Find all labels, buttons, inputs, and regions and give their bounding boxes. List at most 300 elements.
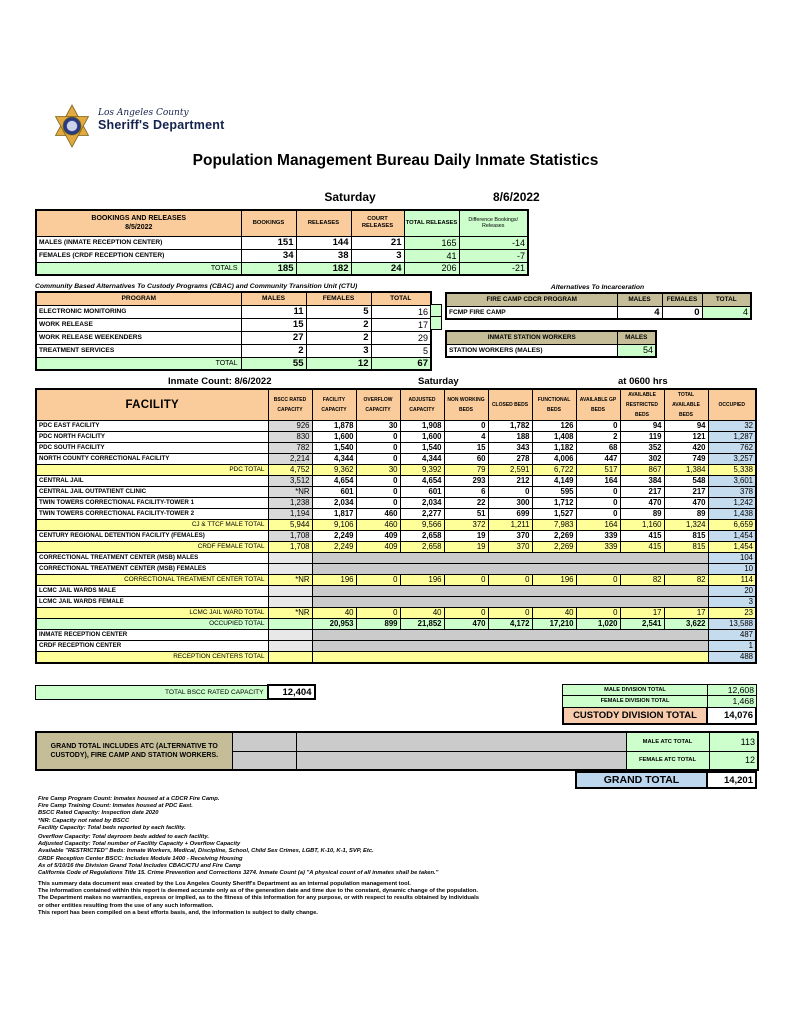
facility-cell: 2,269: [532, 531, 576, 542]
facility-cell: 89: [620, 509, 664, 520]
occupied-cell: 1,454: [708, 542, 756, 553]
facility-label: LCMC JAIL WARDS MALE: [36, 586, 268, 597]
facility-row-cj-ttcf-male-total: [36, 520, 756, 531]
program-label: WORK RELEASE: [36, 318, 241, 331]
facility-cell: 89: [664, 509, 708, 520]
facility-cell: 370: [488, 531, 532, 542]
facility-cell: 1,408: [532, 432, 576, 443]
cbac-header-cell: PROGRAM: [36, 292, 241, 305]
females-cell: 5: [306, 305, 371, 318]
facility-row-pdc-south-facility: [36, 443, 756, 454]
disclaimer: [38, 881, 479, 917]
custody-division-total-label: CUSTODY DIVISION TOTAL: [562, 708, 708, 725]
facility-cell: 19: [444, 542, 488, 553]
station-workers-label: STATION WORKERS (MALES): [446, 344, 617, 357]
bookings-totals-row: [36, 262, 528, 275]
females-cell: 2: [306, 318, 371, 331]
facility-cell: 343: [488, 443, 532, 454]
occupied-cell: 3,601: [708, 476, 756, 487]
facility-cell: 830: [268, 432, 312, 443]
sheriff-logo: [52, 104, 224, 148]
cbac-title: Community Based Alternatives To Custody Programs (CBAC) and Community Transition Unit (CTU): [35, 283, 358, 290]
sheriff-star-icon: [52, 104, 92, 148]
facility-cell: 82: [664, 575, 708, 586]
facility-cell: 121: [664, 432, 708, 443]
grand-total-row: [575, 771, 757, 789]
facility-row-lcmc-jail-ward-total: [36, 608, 756, 619]
fire-camp-header-row: [446, 293, 751, 306]
facility-cell: 1,817: [312, 509, 356, 520]
facility-cell: 2,214: [268, 454, 312, 465]
cbac-header-cell: FEMALES: [306, 292, 371, 305]
males-cell: 2: [241, 344, 306, 357]
agency-county: Los Angeles County: [98, 108, 189, 118]
bookings-cell: 151: [241, 236, 296, 249]
agency-department: Sheriff's Department: [98, 118, 225, 132]
occupied-cell: 20: [708, 586, 756, 597]
facility-header-cell: AVAILABLE RESTRICTED BEDS: [620, 389, 664, 421]
facility-cell: 40: [532, 608, 576, 619]
facility-label: TWIN TOWERS CORRECTIONAL FACILITY-TOWER 2: [36, 509, 268, 520]
facility-cell: 9,392: [400, 465, 444, 476]
male-atc-total-value: 113: [709, 732, 758, 751]
facility-label: OCCUPIED TOTAL: [36, 619, 268, 630]
atc-gray-cell: [296, 732, 626, 751]
males-total: 55: [241, 357, 306, 370]
facility-cell: 2: [576, 432, 620, 443]
occupied-cell: 1,438: [708, 509, 756, 520]
facility-cell: 164: [576, 520, 620, 531]
facility-cell: 94: [664, 421, 708, 432]
facility-cell: 2,034: [400, 498, 444, 509]
total-total: 67: [371, 357, 431, 370]
station-workers-header-row: [446, 331, 656, 344]
court-releases-cell: 21: [351, 236, 404, 249]
facility-cell: 1,160: [620, 520, 664, 531]
facility-cell: 1,600: [400, 432, 444, 443]
facility-cell: 82: [620, 575, 664, 586]
inmate-count-label: Inmate Count: 8/6/2022: [168, 376, 272, 387]
facility-cell: 2,034: [312, 498, 356, 509]
facility-cell: 30: [356, 465, 400, 476]
text-line: California Code of Regulations Title 15. Crime Prevention and Corrections 3274. Inmate Count (a) "A physical count of all inmates shall be taken.": [38, 870, 439, 877]
facility-label: PDC SOUTH FACILITY: [36, 443, 268, 454]
facility-cell: 595: [532, 487, 576, 498]
facility-row-twin-towers-correctional-facility-tower-2: [36, 509, 756, 520]
facility-cell: 447: [576, 454, 620, 465]
program-label: TREATMENT SERVICES: [36, 344, 241, 357]
facility-cell: *NR: [268, 608, 312, 619]
facility-cell: 6,722: [532, 465, 576, 476]
footnotes-group1: [38, 796, 219, 832]
facility-day-label: Saturday: [418, 376, 459, 387]
text-line: CRDF Reception Center BSCC: Includes Module 1400 - Receiving Housing: [38, 855, 243, 862]
facility-cell: 0: [444, 575, 488, 586]
text-line: The information contained within this report is deemed accurate only as of the generation date and time due to the constant, dynamic change of the population.: [38, 888, 478, 895]
text-line: or other entities resulting from the use of any such information.: [38, 902, 214, 909]
facility-cell: 7,983: [532, 520, 576, 531]
facility-cell: 415: [620, 542, 664, 553]
bookings-header-row: [36, 210, 528, 236]
female-atc-total-label: FEMALE ATC TOTAL: [626, 751, 709, 770]
bscc-capacity-value: 12,404: [268, 685, 315, 699]
station-workers-row: [446, 344, 656, 357]
facility-cell: 1,908: [400, 421, 444, 432]
facility-label: CORRECTIONAL TREATMENT CENTER (MSB) MALES: [36, 553, 268, 564]
facility-cell: 4,149: [532, 476, 576, 487]
total-cell: 16: [371, 305, 431, 318]
males-cell: 11: [241, 305, 306, 318]
station-workers-table: [445, 330, 657, 358]
facility-cell: 4,344: [400, 454, 444, 465]
facility-cell: 30: [356, 421, 400, 432]
facility-cell: 1,324: [664, 520, 708, 531]
facility-table: [35, 388, 757, 664]
program-label: WORK RELEASE WEEKENDERS: [36, 331, 241, 344]
facility-cell: 4,006: [532, 454, 576, 465]
females-cell: 0: [662, 306, 702, 319]
text-line: Facility Capacity: Total beds reported by each facility.: [38, 824, 186, 831]
facility-cell: 68: [576, 443, 620, 454]
males-cell: 27: [241, 331, 306, 344]
bscc-capacity-row: [36, 685, 315, 699]
facility-cell: 20,953: [312, 619, 356, 630]
totals-label: TOTAL: [36, 357, 241, 370]
difference-cell: -14: [459, 236, 528, 249]
agency-name: [98, 108, 224, 132]
occupied-cell: 23: [708, 608, 756, 619]
facility-cell: 6: [444, 487, 488, 498]
facility-row-pdc-north-facility: [36, 432, 756, 443]
facility-cell: [312, 553, 708, 564]
facility-cell: 339: [576, 531, 620, 542]
facility-cell: 0: [488, 608, 532, 619]
facility-cell: [268, 619, 312, 630]
atc-gray-cell: [232, 732, 296, 751]
facility-header-row: [36, 389, 756, 421]
facility-row-pdc-total: [36, 465, 756, 476]
occupied-cell: 3,257: [708, 454, 756, 465]
facility-cell: 0: [576, 509, 620, 520]
text-line: Available "RESTRICTED" Beds: Inmate Workers, Medical, Discipline, School, Child Sex Crimes, LGBT, K-10, K-1, SVP, Etc.: [38, 848, 374, 855]
facility-cell: 9,106: [312, 520, 356, 531]
footnotes-group2: [38, 834, 438, 877]
facility-row-twin-towers-correctional-facility-tower-1: [36, 498, 756, 509]
atc-gray-cell: [296, 751, 626, 770]
facility-cell: 40: [312, 608, 356, 619]
facility-row-crdf-female-total: [36, 542, 756, 553]
facility-cell: 3,512: [268, 476, 312, 487]
males-cell: 15: [241, 318, 306, 331]
bookings-header-cell: TOTAL RELEASES: [404, 210, 459, 236]
facility-cell: 94: [620, 421, 664, 432]
facility-cell: 0: [356, 454, 400, 465]
facility-cell: 79: [444, 465, 488, 476]
facility-cell: 17: [664, 608, 708, 619]
cbac-header-cell: MALES: [241, 292, 306, 305]
facility-cell: [268, 564, 312, 575]
bookings-header-cell: BOOKINGS: [241, 210, 296, 236]
facility-cell: 51: [444, 509, 488, 520]
facility-cell: 548: [664, 476, 708, 487]
male-atc-total-label: MALE ATC TOTAL: [626, 732, 709, 751]
occupied-cell: 1,287: [708, 432, 756, 443]
facility-cell: 4: [444, 432, 488, 443]
facility-cell: 0: [444, 421, 488, 432]
occupied-cell: 3: [708, 597, 756, 608]
facility-row-occupied-total: [36, 619, 756, 630]
occupied-cell: 487: [708, 630, 756, 641]
facility-cell: 2,658: [400, 531, 444, 542]
facility-cell: 4,654: [312, 476, 356, 487]
facility-header-cell: ADJUSTED CAPACITY: [400, 389, 444, 421]
facility-cell: 0: [356, 443, 400, 454]
females-cell: 2: [306, 331, 371, 344]
facility-cell: 40: [400, 608, 444, 619]
facility-cell: [268, 630, 312, 641]
facility-cell: 1,782: [488, 421, 532, 432]
facility-cell: 1,238: [268, 498, 312, 509]
fire-camp-header-cell: FEMALES: [662, 293, 702, 306]
female-division-total-row: [562, 696, 757, 708]
occupied-cell: 1: [708, 641, 756, 652]
facility-cell: 0: [356, 575, 400, 586]
cbac-table: [35, 291, 432, 371]
facility-cell: 1,540: [400, 443, 444, 454]
totals-label: TOTALS: [36, 262, 241, 275]
facility-row-crdf-reception-center: [36, 641, 756, 652]
bookings-header-cell: RELEASES: [296, 210, 351, 236]
facility-cell: 0: [576, 498, 620, 509]
facility-label: INMATE RECEPTION CENTER: [36, 630, 268, 641]
male-division-total-label: MALE DIVISION TOTAL: [562, 684, 708, 696]
facility-label: CENTURY REGIONAL DETENTION FACILITY (FEMALES): [36, 531, 268, 542]
facility-cell: 2,541: [620, 619, 664, 630]
female-division-total-value: 1,468: [708, 696, 757, 708]
facility-cell: 470: [444, 619, 488, 630]
ati-title: Alternatives To Incarceration: [550, 284, 645, 291]
releases-total: 182: [296, 262, 351, 275]
occupied-cell: 32: [708, 421, 756, 432]
facility-cell: 2,249: [312, 542, 356, 553]
facility-cell: 9,566: [400, 520, 444, 531]
facility-cell: 470: [620, 498, 664, 509]
facility-cell: 601: [312, 487, 356, 498]
facility-cell: 2,591: [488, 465, 532, 476]
fire-camp-row: [446, 306, 751, 319]
total-releases-cell: 41: [404, 249, 459, 262]
facility-cell: 926: [268, 421, 312, 432]
bookings-date: 8/5/2022: [125, 224, 153, 232]
facility-cell: 0: [488, 575, 532, 586]
facility-row-central-jail: [36, 476, 756, 487]
facility-time-label: at 0600 hrs: [618, 376, 668, 387]
facility-cell: 1,600: [312, 432, 356, 443]
bookings-header-cell: Difference Bookings/ Releases: [459, 210, 528, 236]
atc-gray-cell: [232, 751, 296, 770]
facility-cell: 3,622: [664, 619, 708, 630]
bookings-title-cell: [36, 210, 241, 236]
facility-cell: 4,172: [488, 619, 532, 630]
facility-header-cell: FACILITY: [36, 389, 268, 421]
total-cell: 5: [371, 344, 431, 357]
facility-header-cell: NON WORKING BEDS: [444, 389, 488, 421]
facility-row-correctional-treatment-center-msb-males: [36, 553, 756, 564]
facility-header-cell: FUNCTIONAL BEDS: [532, 389, 576, 421]
occupied-cell: 6,659: [708, 520, 756, 531]
facility-cell: 1,878: [312, 421, 356, 432]
row-label: FEMALES (CRDF RECEPTION CENTER): [36, 249, 241, 262]
facility-cell: 0: [444, 608, 488, 619]
bscc-capacity-table: [35, 684, 316, 700]
facility-cell: 372: [444, 520, 488, 531]
facility-cell: *NR: [268, 487, 312, 498]
facility-cell: [268, 553, 312, 564]
facility-label: LCMC JAIL WARDS FEMALE: [36, 597, 268, 608]
facility-label: RECEPTION CENTERS TOTAL: [36, 652, 268, 664]
grand-total-value: 14,201: [708, 771, 757, 789]
facility-cell: 1,712: [532, 498, 576, 509]
facility-row-central-jail-outpatient-clinic: [36, 487, 756, 498]
facility-cell: 815: [664, 542, 708, 553]
green-strip: [430, 304, 442, 330]
facility-cell: [268, 641, 312, 652]
facility-cell: 300: [488, 498, 532, 509]
facility-cell: 782: [268, 443, 312, 454]
facility-cell: 1,194: [268, 509, 312, 520]
facility-label: CJ & TTCF MALE TOTAL: [36, 520, 268, 531]
facility-header-cell: AVAILABLE GP BEDS: [576, 389, 620, 421]
facility-label: PDC EAST FACILITY: [36, 421, 268, 432]
facility-cell: [312, 630, 708, 641]
day-label: Saturday: [324, 190, 376, 204]
facility-cell: 21,852: [400, 619, 444, 630]
facility-cell: 17,210: [532, 619, 576, 630]
facility-cell: 0: [356, 498, 400, 509]
facility-label: NORTH COUNTY CORRECTIONAL FACILITY: [36, 454, 268, 465]
females-cell: 3: [306, 344, 371, 357]
facility-cell: 601: [400, 487, 444, 498]
facility-cell: 9,362: [312, 465, 356, 476]
occupied-cell: 1,454: [708, 531, 756, 542]
facility-cell: 0: [576, 487, 620, 498]
facility-cell: 302: [620, 454, 664, 465]
fire-camp-header-cell: FIRE CAMP CDCR PROGRAM: [446, 293, 617, 306]
text-line: This summary data document was created by the Los Angeles County Sheriff's Department as an internal population management tool.: [38, 881, 411, 887]
facility-cell: 278: [488, 454, 532, 465]
facility-cell: 4,344: [312, 454, 356, 465]
male-division-total-value: 12,608: [708, 684, 757, 696]
occupied-cell: 5,338: [708, 465, 756, 476]
facility-cell: 899: [356, 619, 400, 630]
bookings-total: 185: [241, 262, 296, 275]
female-atc-total-value: 12: [709, 751, 758, 770]
fire-camp-label: FCMP FIRE CAMP: [446, 306, 617, 319]
fire-camp-table: [445, 292, 752, 320]
text-line: Fire Camp Training Count: Inmates housed at PDC East.: [38, 803, 193, 810]
total-releases-total: 206: [404, 262, 459, 275]
station-workers-header-cell: MALES: [617, 331, 656, 344]
custody-division-total-value: 14,076: [708, 708, 757, 725]
facility-header-cell: BSCC RATED CAPACITY: [268, 389, 312, 421]
facility-cell: 0: [356, 487, 400, 498]
facility-cell: 2,658: [400, 542, 444, 553]
facility-cell: 460: [356, 509, 400, 520]
facility-label: LCMC JAIL WARD TOTAL: [36, 608, 268, 619]
facility-cell: 867: [620, 465, 664, 476]
difference-cell: -7: [459, 249, 528, 262]
facility-cell: [312, 586, 708, 597]
facility-cell: 352: [620, 443, 664, 454]
atc-note: GRAND TOTAL INCLUDES ATC (ALTERNATIVE TO CUSTODY), FIRE CAMP AND STATION WORKERS.: [36, 732, 232, 770]
females-total: 12: [306, 357, 371, 370]
facility-header-cell: OCCUPIED: [708, 389, 756, 421]
text-line: This report has been compiled on a best efforts basis, and, the information is subject to daily change.: [38, 909, 318, 916]
row-label: MALES (INMATE RECEPTION CENTER): [36, 236, 241, 249]
facility-cell: 517: [576, 465, 620, 476]
facility-cell: 196: [532, 575, 576, 586]
facility-cell: 699: [488, 509, 532, 520]
facility-cell: 1,708: [268, 542, 312, 553]
occupied-cell: 10: [708, 564, 756, 575]
date-label: 8/6/2022: [493, 190, 540, 204]
facility-cell: [312, 597, 708, 608]
cbac-header-cell: TOTAL: [371, 292, 431, 305]
total-cell: 29: [371, 331, 431, 344]
court-releases-cell: 3: [351, 249, 404, 262]
occupied-cell: 488: [708, 652, 756, 664]
facility-label: CORRECTIONAL TREATMENT CENTER (MSB) FEMALES: [36, 564, 268, 575]
total-cell: 17: [371, 318, 431, 331]
page-title: Population Management Bureau Daily Inmate Statistics: [192, 152, 599, 169]
male-division-total-row: [562, 684, 757, 696]
facility-row-reception-centers-total: [36, 652, 756, 664]
males-cell: 4: [617, 306, 662, 319]
facility-label: CENTRAL JAIL: [36, 476, 268, 487]
text-line: Fire Camp Program Count: Inmates housed at a CDCR Fire Camp.: [38, 796, 220, 802]
facility-cell: 0: [356, 432, 400, 443]
facility-cell: [312, 652, 708, 664]
facility-cell: 217: [664, 487, 708, 498]
facility-cell: 1,182: [532, 443, 576, 454]
facility-cell: 164: [576, 476, 620, 487]
facility-row-lcmc-jail-wards-female: [36, 597, 756, 608]
facility-cell: 196: [312, 575, 356, 586]
facility-cell: 415: [620, 531, 664, 542]
releases-cell: 144: [296, 236, 351, 249]
facility-cell: 60: [444, 454, 488, 465]
total-releases-cell: 165: [404, 236, 459, 249]
fire-camp-header-cell: MALES: [617, 293, 662, 306]
facility-label: CORRECTIONAL TREATMENT CENTER TOTAL: [36, 575, 268, 586]
facility-row-correctional-treatment-center-total: [36, 575, 756, 586]
facility-header-cell: FACILITY CAPACITY: [312, 389, 356, 421]
facility-cell: 119: [620, 432, 664, 443]
occupied-cell: 378: [708, 487, 756, 498]
bookings-row-females: [36, 249, 528, 262]
facility-row-correctional-treatment-center-msb-females: [36, 564, 756, 575]
facility-label: CRDF RECEPTION CENTER: [36, 641, 268, 652]
facility-row-pdc-east-facility: [36, 421, 756, 432]
occupied-cell: 13,588: [708, 619, 756, 630]
facility-cell: 815: [664, 531, 708, 542]
facility-cell: 460: [356, 520, 400, 531]
facility-label: PDC TOTAL: [36, 465, 268, 476]
text-line: Overflow Capacity: Total dayroom beds added to each facility.: [38, 834, 209, 840]
text-line: BSCC Rated Capacity: Inspection date 2020: [38, 810, 159, 817]
facility-cell: 15: [444, 443, 488, 454]
releases-cell: 38: [296, 249, 351, 262]
